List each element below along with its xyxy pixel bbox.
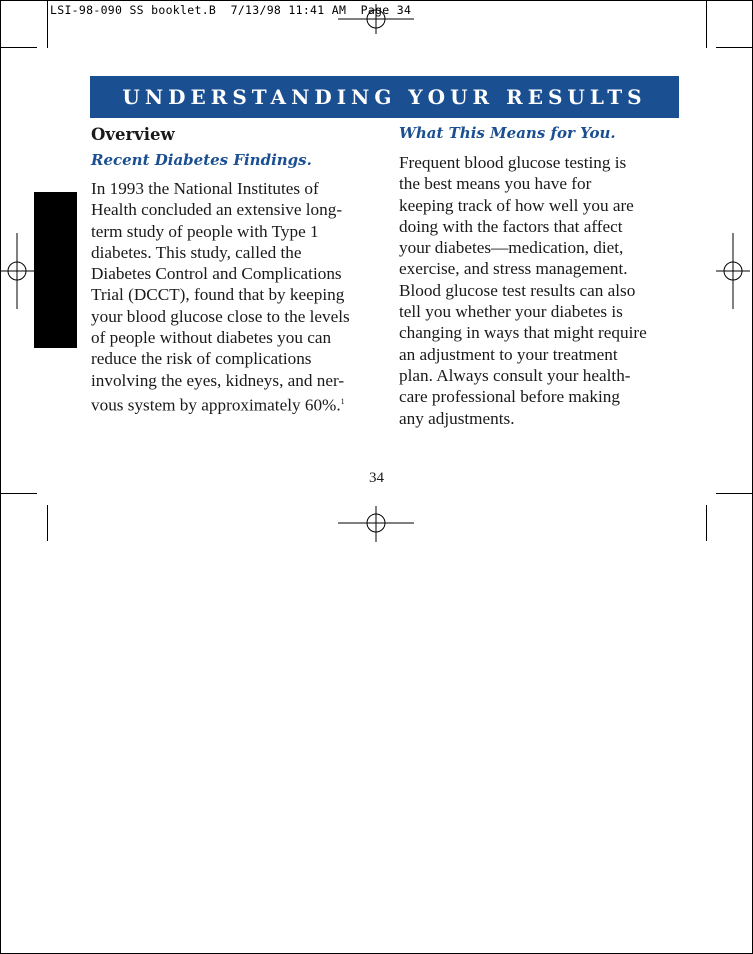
printer-slug: LSI-98-090 SS booklet.B 7/13/98 11:41 AM Page 34 — [50, 3, 412, 17]
crop-mark-icon — [47, 505, 48, 541]
registration-mark-icon — [338, 506, 414, 542]
right-column — [399, 122, 689, 429]
overview-heading: Overview — [91, 125, 175, 144]
registration-mark-icon — [338, 4, 414, 34]
crop-mark-icon — [716, 47, 753, 48]
section-banner — [90, 76, 679, 118]
overview-body-text — [91, 178, 371, 416]
registration-mark-icon — [0, 233, 34, 309]
crop-mark-icon — [706, 505, 707, 541]
what-this-means-subheading: What This Means for You. — [399, 124, 616, 142]
what-this-means-body-text: Frequent blood glucose testing is the best means you have for keeping track of how well you are doing with the factors that affect your diabetes—medication, diet, exercise, and stress management. Blood glucose test results can also tell you whether your diabetes is changing in ways that might require an adjustment to your treatment plan. Always consult your health- care professional before making any adjustments. — [399, 153, 647, 428]
side-thumb-tab — [34, 192, 77, 348]
page-number: 34 — [369, 470, 384, 486]
section-title: UNDERSTANDING YOUR RESULTS — [122, 85, 647, 109]
crop-mark-icon — [716, 493, 753, 494]
footnote-marker: 1 — [340, 396, 345, 406]
crop-mark-icon — [47, 0, 48, 48]
overview-paragraph: In 1993 the National Institutes of Health concluded an extensive long- term study of people with Type 1 diabetes. This study, called the Diabetes Control and Complications Trial (DCCT), found that by keeping your blood glucose close to the levels of people without diabetes you can reduce the risk of complications involving the eyes, kidneys, and ner- vous system by approximately 60%. — [91, 179, 350, 415]
left-column — [91, 124, 371, 416]
crop-mark-icon — [0, 493, 37, 494]
recent-findings-subheading: Recent Diabetes Findings. — [91, 151, 312, 169]
crop-mark-icon — [0, 47, 37, 48]
registration-mark-icon — [716, 233, 750, 309]
crop-mark-icon — [706, 0, 707, 48]
